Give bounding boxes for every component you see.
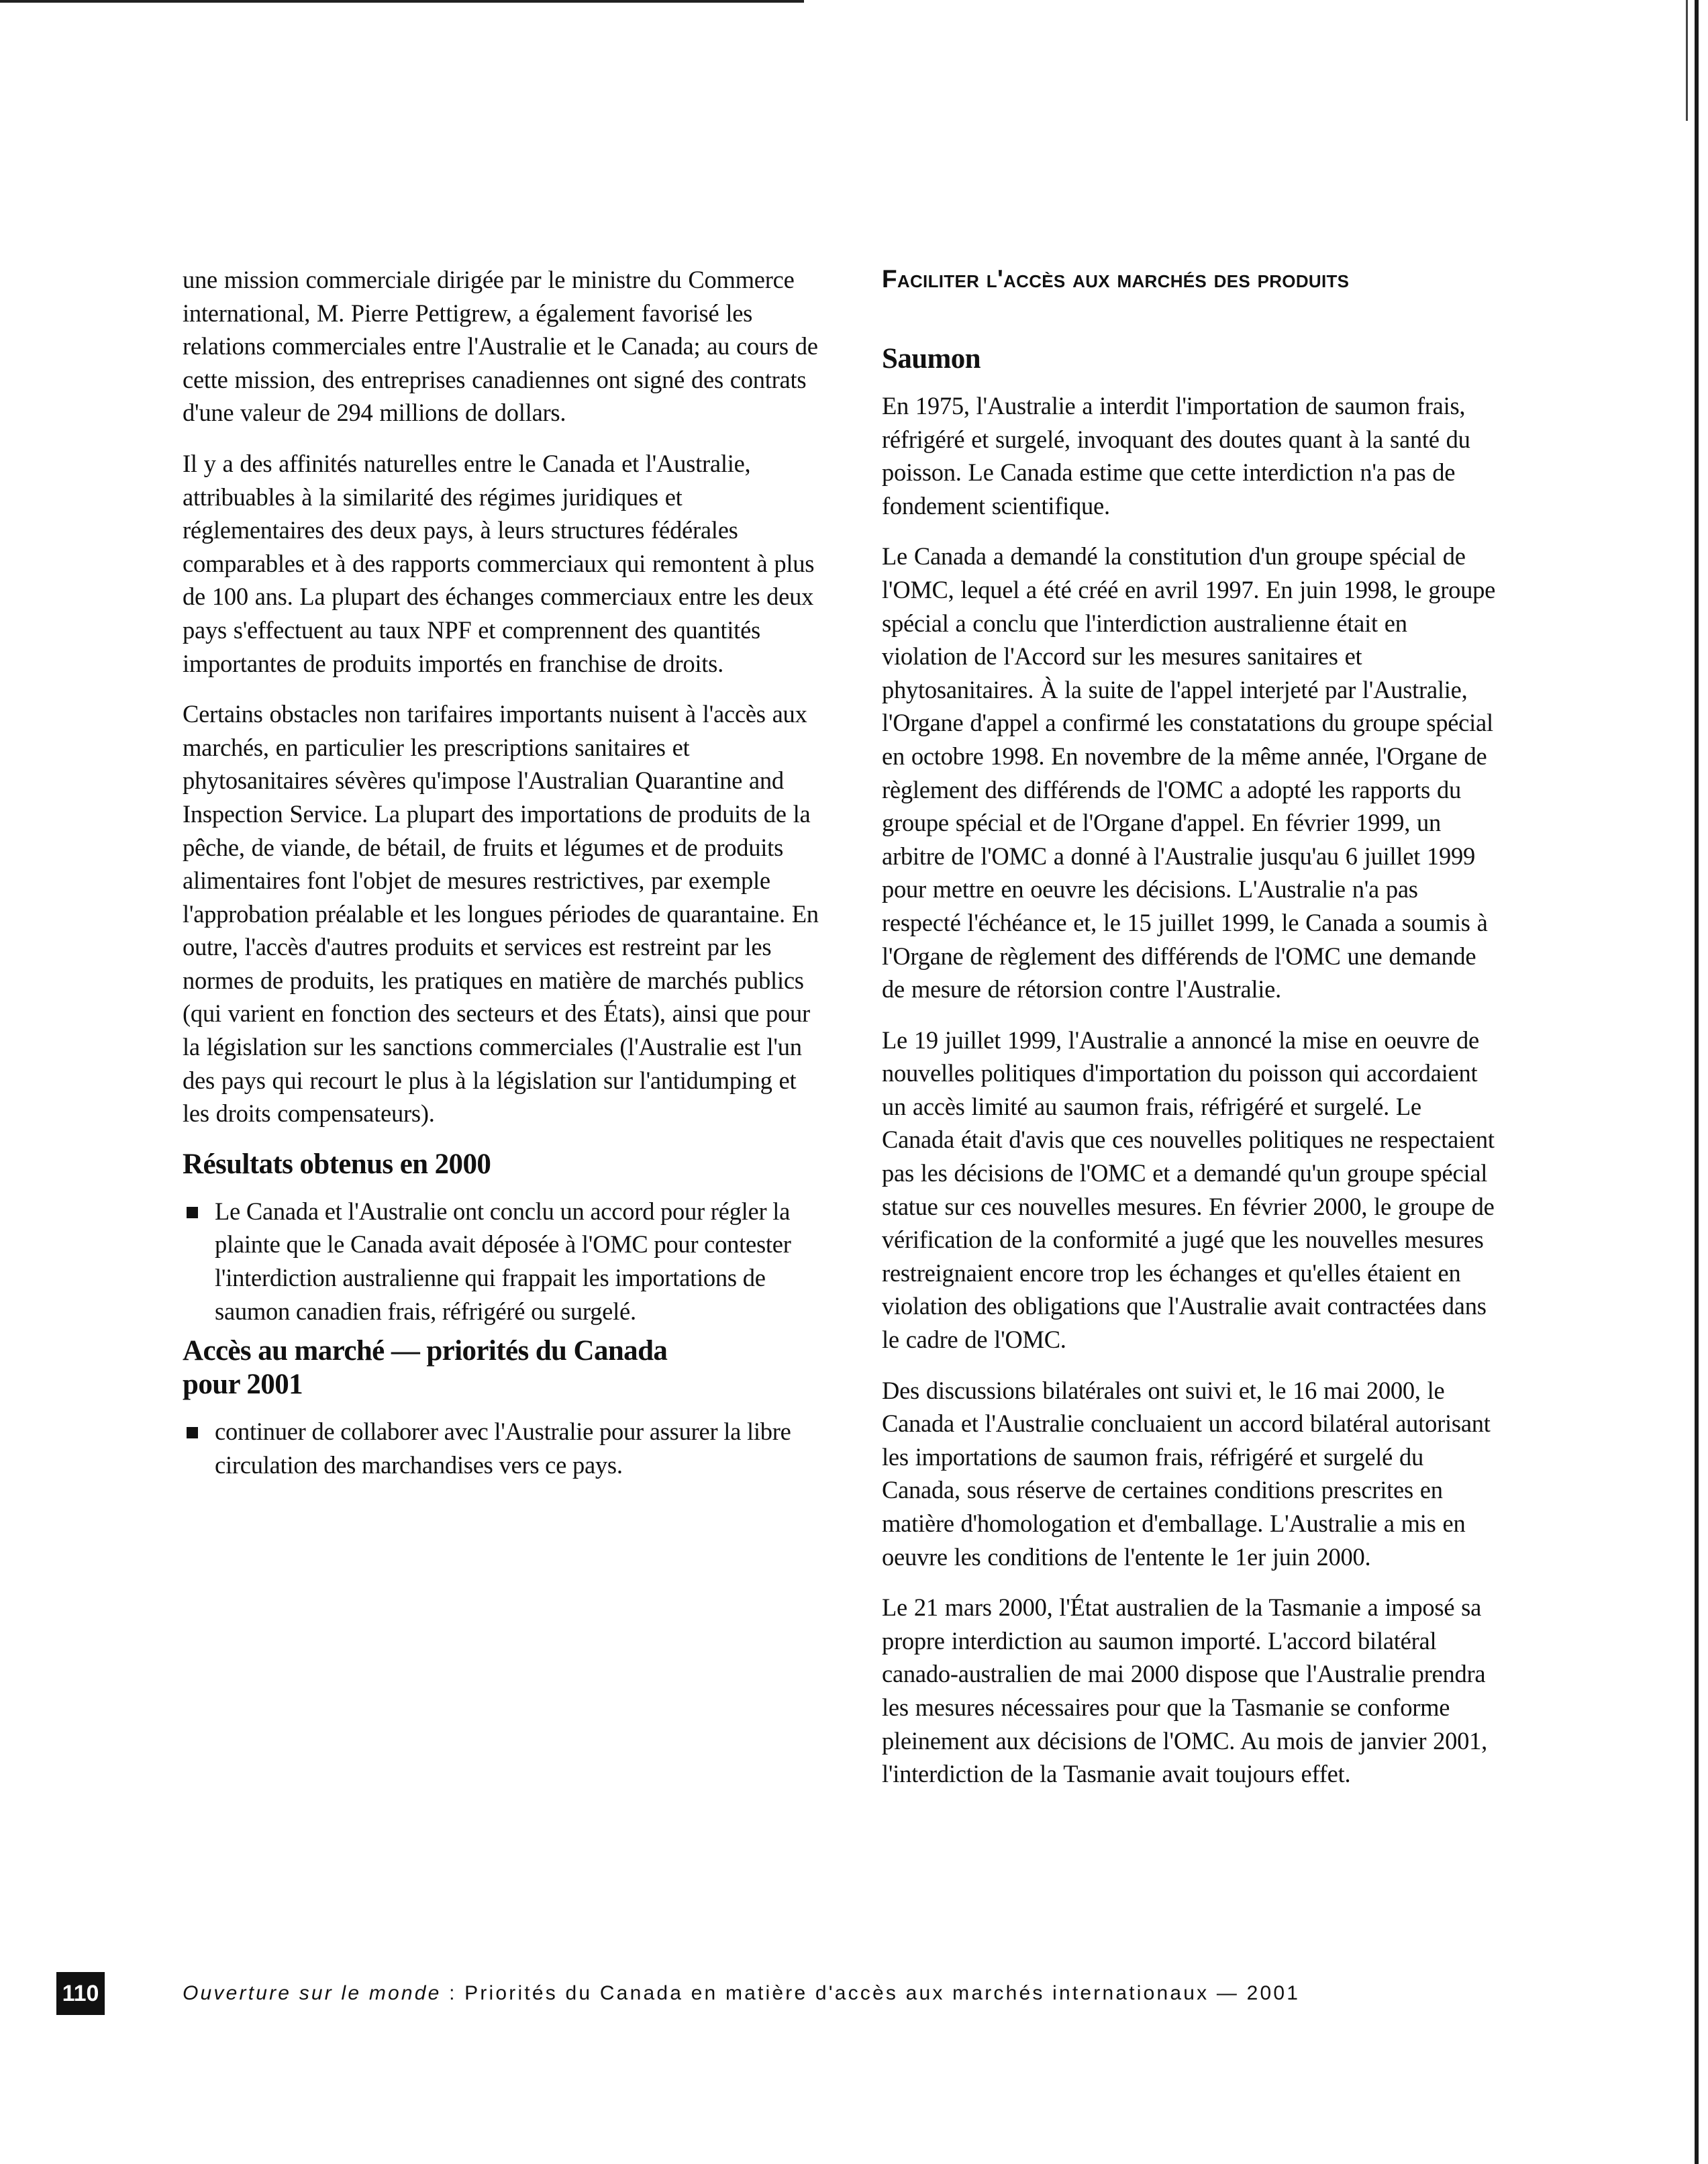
paragraph: Des discussions bilatérales ont suivi et, le 16 mai 2000, le Canada et l'Australie concluaient un accord bilatéral autorisant les importations de saumon frais, réfrigéré et surgelé du Canada, sous réserve de certaines conditions prescrites en matière d'homologation et d'emballage. L'Australie a mis en oeuvre les conditions de l'entente le 1er juin 2000. (882, 1376, 1491, 1571)
page-number: 110 (56, 1972, 105, 2015)
square-bullet-icon (187, 1207, 198, 1218)
list-item-text: continuer de collaborer avec l'Australie pour assurer la libre circulation des marchandises vers ce pays. (215, 1418, 791, 1479)
top-rule (0, 0, 804, 3)
paragraph: une mission commerciale dirigée par le ministre du Commerce international, M. Pierre Pettigrew, a également favorisé les relations commerciales entre l'Australie et le Canada; au cours de cette mission, des entreprises canadiennes ont signé des contrats d'une valeur de 294 millions de dollars. (183, 266, 818, 427)
list-item (183, 1195, 827, 1328)
subheading-saumon: Saumon (882, 343, 981, 375)
paragraph: En 1975, l'Australie a interdit l'importation de saumon frais, réfrigéré et surgelé, invoquant des doutes quant à la santé du poisson. Le Canada estime que cette interdiction n'a pas de fondement scientifique. (882, 392, 1470, 520)
results-list (183, 1195, 827, 1328)
right-column (882, 263, 1499, 1808)
list-item (183, 1415, 827, 1481)
left-column (183, 263, 827, 1488)
footer-title-italic: Ouverture sur le monde (183, 1982, 442, 2004)
list-item-text: Le Canada et l'Australie ont conclu un accord pour régler la plainte que le Canada avait déposée à l'OMC pour contester l'interdiction australienne qui frappait les importations de saumon canadien frais, réfrigéré ou surgelé. (215, 1197, 791, 1325)
scan-edge-mark (1686, 0, 1688, 121)
results-heading: Résultats obtenus en 2000 (183, 1148, 491, 1180)
running-footer (183, 1980, 1485, 2007)
scan-edge (1695, 0, 1699, 2164)
priorities-heading: Accès au marché — priorités du Canada pour 2001 (183, 1335, 668, 1401)
paragraph: Le 21 mars 2000, l'État australien de la Tasmanie a imposé sa propre interdiction au saumon importé. L'accord bilatéral canado-australien de mai 2000 dispose que l'Australie prendra les mesures nécessaires pour que la Tasmanie se conforme pleinement aux décisions de l'OMC. Au mois de janvier 2001, l'interdiction de la Tasmanie avait toujours effet. (882, 1593, 1488, 1788)
square-bullet-icon (187, 1427, 198, 1438)
priorities-list (183, 1415, 827, 1481)
paragraph: Il y a des affinités naturelles entre le Canada et l'Australie, attribuables à la similarité des régimes juridiques et réglementaires des deux pays, à leurs structures fédérales comparables et à des rapports commerciaux qui remontent à plus de 100 ans. La plupart des échanges commerciaux entre les deux pays s'effectuent au taux NPF et comprennent des quantités importantes de produits importés en franchise de droits. (183, 449, 815, 677)
paragraph: Certains obstacles non tarifaires importants nuisent à l'accès aux marchés, en particulier les prescriptions sanitaires et phytosanitaires sévères qu'impose l'Australian Quarantine and Inspection Service. La plupart des importations de produits de la pêche, de viande, de bétail, de fruits et légumes et de produits alimentaires font l'objet de mesures restrictives, par exemple l'approbation préalable et les longues périodes de quarantaine. En outre, l'accès d'autres produits et services est restreint par les normes de produits, les pratiques en matière de marchés publics (qui varient en fonction des secteurs et des États), ainsi que pour la législation sur les sanctions commerciales (l'Australie est l'un des pays qui recourt le plus à la législation sur l'antidumping et les droits compensateurs). (183, 700, 819, 1128)
paragraph: Le 19 juillet 1999, l'Australie a annoncé la mise en oeuvre de nouvelles politiques d'importation du poisson qui accordaient un accès limité au saumon frais, réfrigéré et surgelé. Le Canada était d'avis que ces nouvelles politiques ne respectaient pas les décisions de l'OMC et a demandé qu'un groupe spécial statue sur ces nouvelles mesures. En février 2000, le groupe de vérification de la conformité a jugé que les nouvelles mesures restreignaient encore trop les échanges et qu'elles étaient en violation des obligations que l'Australie avait contractées dans le cadre de l'OMC. (882, 1026, 1495, 1354)
section-title: Faciliter l'accès aux marchés des produits (882, 265, 1350, 293)
paragraph: Le Canada a demandé la constitution d'un groupe spécial de l'OMC, lequel a été créé en avril 1997. En juin 1998, le groupe spécial a conclu que l'interdiction australienne était en violation de l'Accord sur les mesures sanitaires et phytosanitaires. À la suite de l'appel interjeté par l'Australie, l'Organe d'appel a confirmé les constatations du groupe spécial en octobre 1998. En novembre de la même année, l'Organe de règlement des différends de l'OMC a adopté les rapports du groupe spécial et de l'Organe d'appel. En février 1999, un arbitre de l'OMC a donné à l'Australie jusqu'au 6 juillet 1999 pour mettre en oeuvre les décisions. L'Australie n'a pas respecté l'échéance et, le 15 juillet 1999, le Canada a soumis à l'Organe de règlement des différends de l'OMC une demande de mesure de rétorsion contre l'Australie. (882, 542, 1496, 1003)
footer-title-rest: : Priorités du Canada en matière d'accès aux marchés internationaux — 2001 (441, 1982, 1301, 2004)
